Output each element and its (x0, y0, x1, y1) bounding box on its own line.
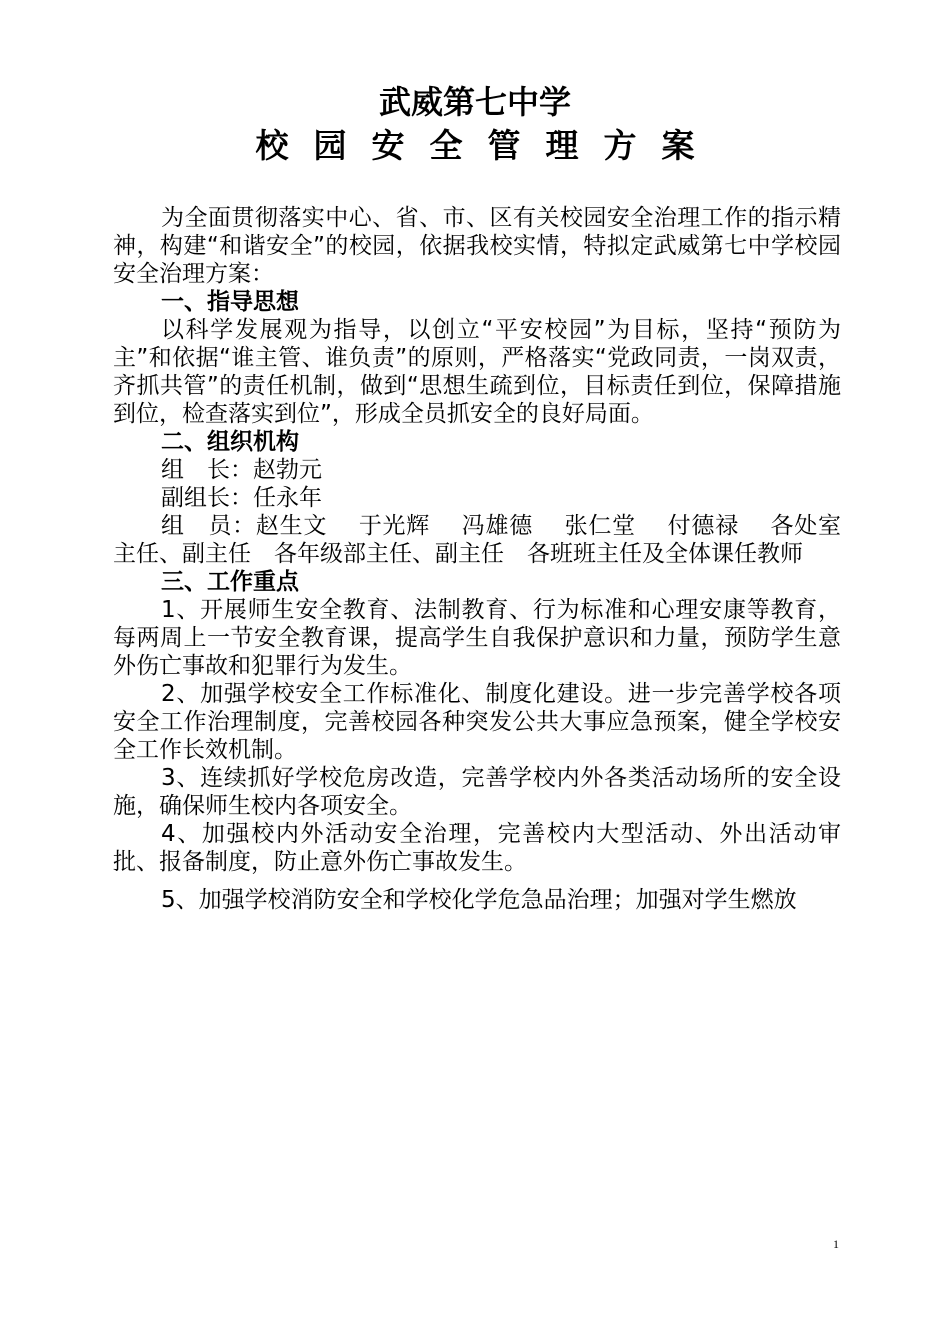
document-subtitle: 校园安全管理方案 (255, 126, 720, 165)
document-title: 武威第七中学 (378, 83, 571, 121)
focus-item-2: 2、加强学校安全工作标准化、制度化建设。进一步完善学校各项安全工作治理制度，完善校园各种突发公共大事应急预案，健全学校安全工作长效机制。 (113, 681, 841, 763)
intro-paragraph: 为全面贯彻落实中心、省、市、区有关校园安全治理工作的指示精神，构建“和谐安全”的校园，依据我校实情，特拟定武威第七中学校园安全治理方案： (113, 205, 841, 287)
org-leader: 组 长：赵勃元 (161, 457, 322, 483)
document-body (113, 204, 841, 914)
section-heading-guiding: 一、指导思想 (161, 289, 299, 315)
section-heading-organization: 二、组织机构 (161, 429, 299, 455)
guiding-paragraph: 以科学发展观为指导，以创立“平安校园”为目标，坚持“预防为主”和依据“谁主管、谁负责”的原则，严格落实“党政同责，一岗双责，齐抓共管”的责任机制，做到“思想生疏到位，目标责任到位，保障措施到位，检查落实到位”，形成全员抓安全的良好局面。 (113, 317, 841, 427)
focus-item-3: 3、连续抓好学校危房改造，完善学校内外各类活动场所的安全设施，确保师生校内各项安全。 (113, 765, 841, 819)
focus-item-4: 4、加强校内外活动安全治理，完善校内大型活动、外出活动审批、报备制度，防止意外伤亡事故发生。 (113, 821, 841, 875)
org-members: 组 员：赵生文 于光辉 冯雄德 张仁堂 付德禄 各处室主任、副主任 各年级部主任、副主任 各班班主任及全体课任教师 (113, 513, 841, 567)
section-heading-focus: 三、工作重点 (161, 569, 299, 595)
page-number: 1 (833, 1237, 839, 1251)
focus-item-5: 5、加强学校消防安全和学校化学危急品治理；加强对学生燃放 (161, 887, 797, 913)
org-deputy: 副组长：任永年 (161, 485, 322, 511)
focus-item-1: 1、开展师生安全教育、法制教育、行为标准和心理安康等教育，每两周上一节安全教育课，提高学生自我保护意识和力量，预防学生意外伤亡事故和犯罪行为发生。 (113, 597, 841, 679)
